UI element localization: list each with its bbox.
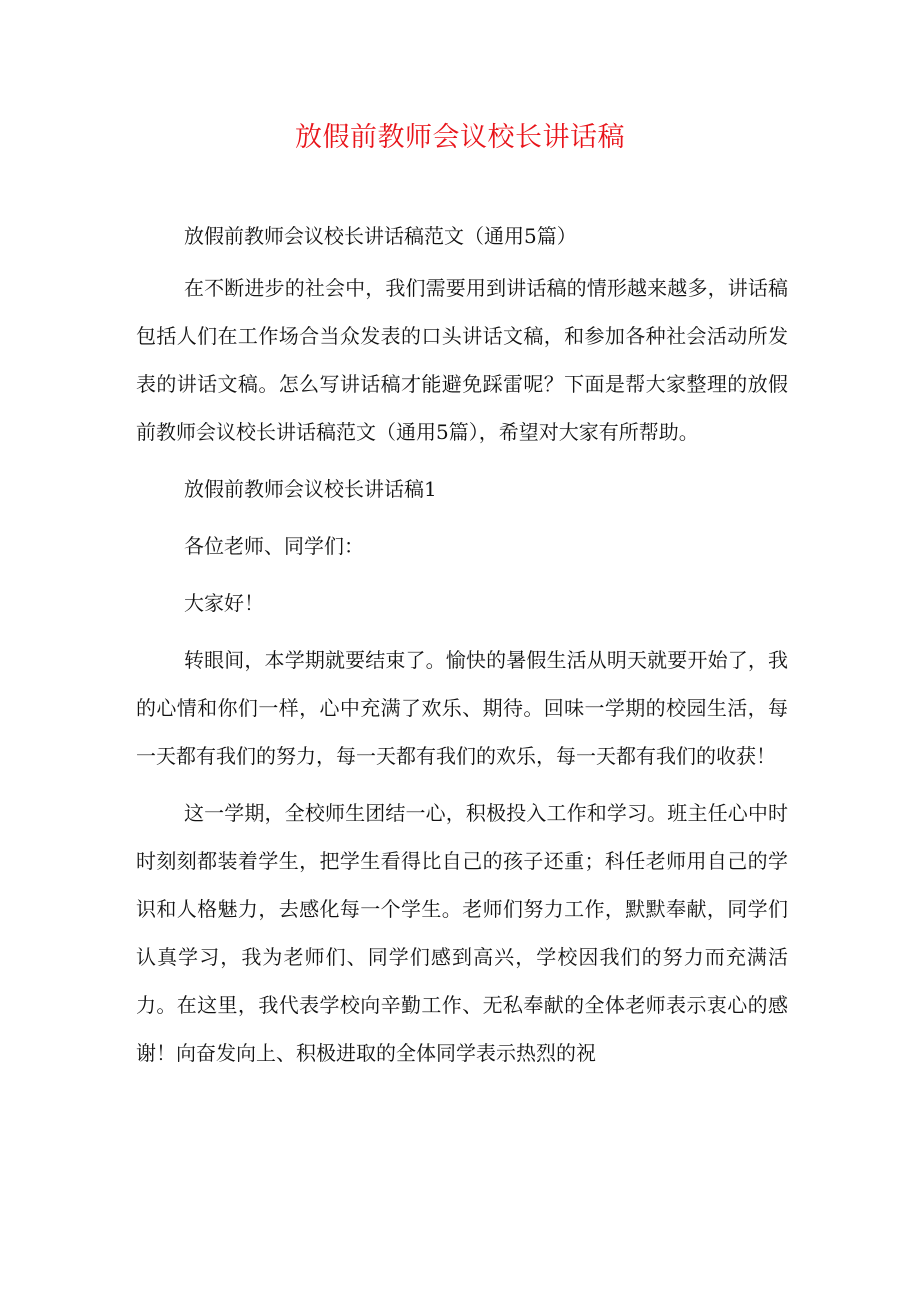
body-paragraph: 转眼间，本学期就要结束了。愉快的暑假生活从明天就要开始了，我的心情和你们一样，心中充满了欢乐、期待。回味一学期的校园生活，每一天都有我们的努力，每一天都有我们的欢乐，每一天都有我们的收获！ [136, 648, 788, 768]
body-paragraph: 这一学期，全校师生团结一心，积极投入工作和学习。班主任心中时时刻刻都装着学生，把学生看得比自己的孩子还重；科任老师用自己的学识和人格魅力，去感化每一个学生。老师们努力工作，默默奉献，同学们认真学习，我为老师们、同学们感到高兴，学校因我们的努力而充满活力。在这里，我代表学校向辛勤工作、无私奉献的全体老师表示衷心的感谢！向奋发向上、积极进取的全体同学表示热烈的祝 [136, 801, 788, 1065]
intro-paragraph: 在不断进步的社会中，我们需要用到讲话稿的情形越来越多，讲话稿包括人们在工作场合当众发表的口头讲话文稿，和参加各种社会活动所发表的讲话文稿。怎么写讲话稿才能避免踩雷呢？下面是帮大家整理的放假前教师会议校长讲话稿范文（通用5篇），希望对大家有所帮助。 [136, 276, 788, 444]
document-title: 放假前教师会议校长讲话稿 [295, 122, 625, 153]
greeting: 大家好！ [184, 591, 264, 615]
document-body [136, 212, 788, 1086]
subtitle-paragraph: 放假前教师会议校长讲话稿范文（通用5篇） [184, 224, 577, 248]
section-heading: 放假前教师会议校长讲话稿1 [184, 477, 437, 501]
salutation: 各位老师、同学们： [184, 534, 364, 558]
